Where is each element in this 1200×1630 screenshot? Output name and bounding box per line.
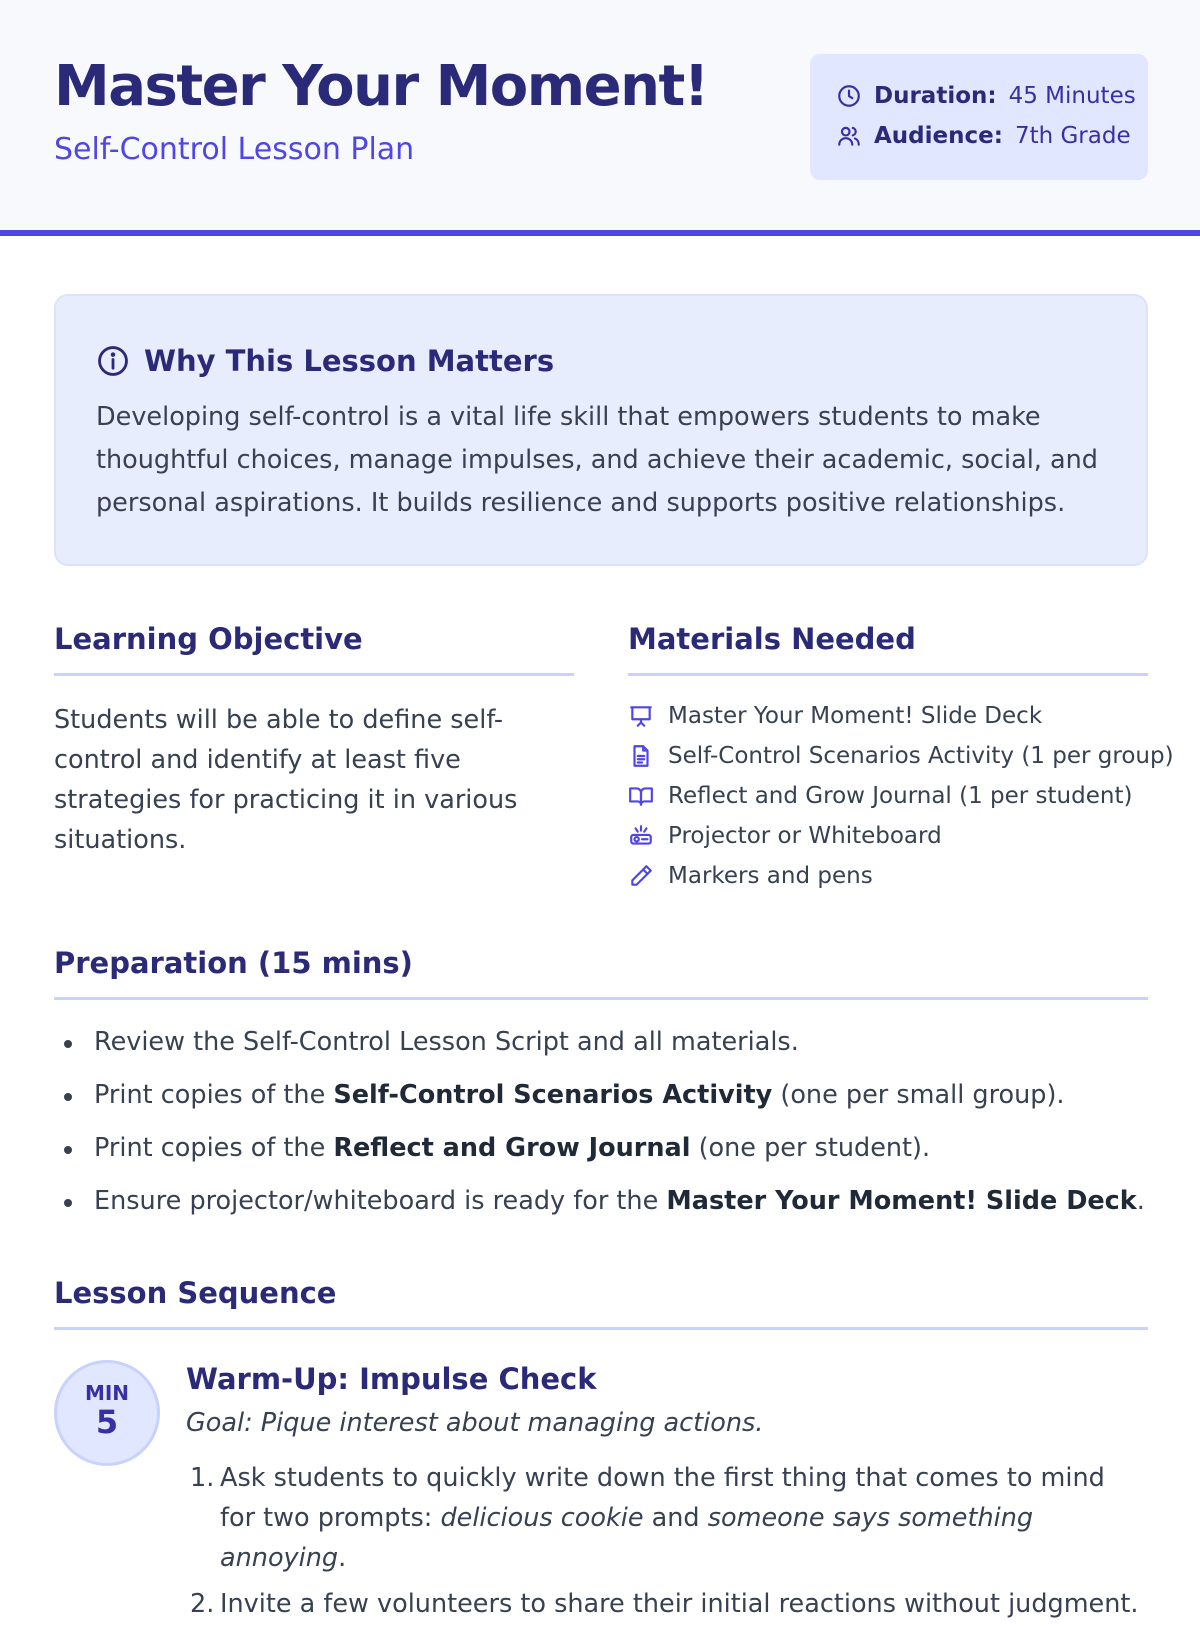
- audience-label: Audience:: [874, 123, 1003, 149]
- list-item: Print copies of the Self-Control Scenarios Activity (one per small group).: [54, 1069, 1145, 1122]
- preparation-list: [54, 1016, 1145, 1228]
- info-icon: [96, 344, 130, 378]
- list-item: [628, 696, 1174, 736]
- duration-value: 45 Minutes: [1008, 83, 1136, 109]
- preparation-divider: [54, 997, 1148, 1000]
- materials-list: [628, 696, 1174, 896]
- audience-row: [836, 122, 1131, 150]
- list-item: Print copies of the Reflect and Grow Journal (one per student).: [54, 1122, 1145, 1175]
- list-item: 2. Invite a few volunteers to share their initial reactions without judgment.: [190, 1589, 1139, 1619]
- page-title: Master Your Moment!: [54, 54, 708, 119]
- minutes-badge: [54, 1360, 160, 1466]
- sequence-heading: Lesson Sequence: [54, 1276, 337, 1310]
- materials-divider: [628, 673, 1148, 676]
- list-item: [628, 736, 1174, 776]
- list-item: [628, 816, 1174, 856]
- why-text: Developing self-control is a vital life skill that empowers students to make thoughtful choices, manage impulses, and achieve their academic, social, and personal aspirations. It builds resilience and supports positive relationships.: [96, 402, 1098, 518]
- why-heading: [96, 344, 554, 378]
- preparation-heading: Preparation (15 mins): [54, 946, 413, 980]
- list-item: [628, 776, 1174, 816]
- audience-value: 7th Grade: [1014, 123, 1131, 149]
- list-item: Ensure projector/whiteboard is ready for the Master Your Moment! Slide Deck.: [54, 1175, 1145, 1228]
- list-item: 1. Ask students to quickly write down the first thing that comes to mind for two prompts: delicious cookie and someone says something annoying.: [190, 1463, 1105, 1573]
- objective-divider: [54, 673, 574, 676]
- step-title: Warm-Up: Impulse Check: [186, 1362, 597, 1396]
- pencil-icon: [628, 863, 654, 889]
- document-icon: [628, 743, 654, 769]
- material-label: Projector or Whiteboard: [668, 823, 942, 849]
- objective-text: Students will be able to define self-control and identify at least five strategies for practicing it in various situations.: [54, 705, 518, 855]
- duration-label: Duration:: [874, 83, 997, 109]
- clock-icon: [836, 83, 862, 109]
- materials-heading: Materials Needed: [628, 622, 916, 656]
- book-icon: [628, 783, 654, 809]
- material-label: Self-Control Scenarios Activity (1 per group): [668, 743, 1174, 769]
- step-goal: Goal: Pique interest about managing actions.: [186, 1408, 764, 1438]
- step-instructions: [186, 1458, 1146, 1630]
- list-item: [628, 856, 1174, 896]
- objective-heading: Learning Objective: [54, 622, 363, 656]
- lesson-meta-box: [810, 54, 1148, 180]
- list-item: Review the Self-Control Lesson Script and all materials.: [54, 1016, 1145, 1069]
- page-subtitle: Self-Control Lesson Plan: [54, 132, 415, 167]
- why-heading-text: Why This Lesson Matters: [144, 344, 555, 378]
- projector-icon: [628, 823, 654, 849]
- material-label: Reflect and Grow Journal (1 per student): [668, 783, 1133, 809]
- material-label: Master Your Moment! Slide Deck: [668, 703, 1043, 729]
- presentation-icon: [628, 703, 654, 729]
- minutes-value: 5: [95, 1403, 119, 1441]
- material-label: Markers and pens: [668, 863, 873, 889]
- why-lesson-matters-box: [54, 294, 1148, 566]
- page-header: [0, 0, 1200, 236]
- duration-row: [836, 82, 1136, 110]
- sequence-divider: [54, 1327, 1148, 1330]
- minutes-label: MIN: [84, 1381, 130, 1405]
- users-icon: [836, 123, 862, 149]
